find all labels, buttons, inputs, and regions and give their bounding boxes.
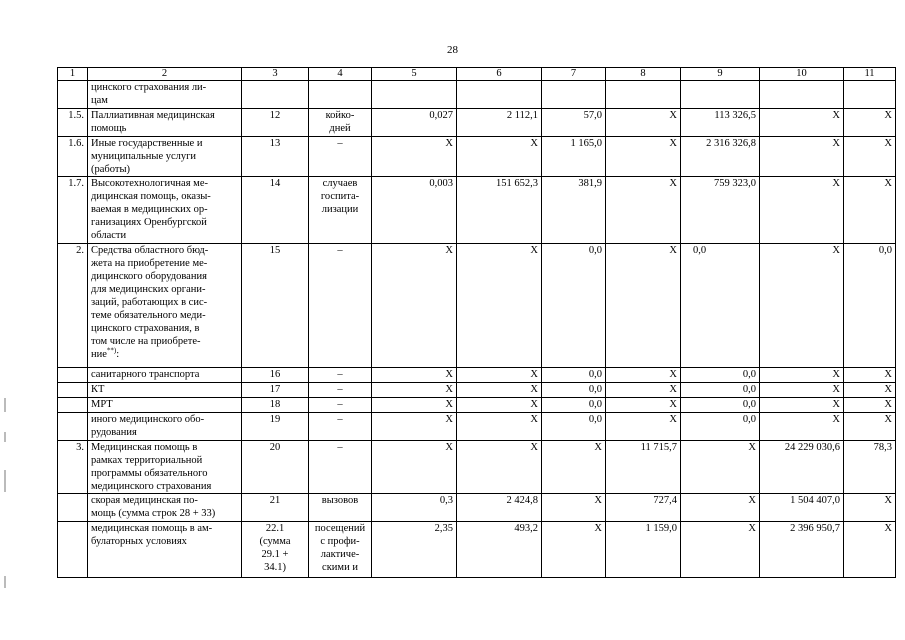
unit: – xyxy=(309,441,372,494)
col10-value: Х xyxy=(760,368,844,383)
line-code: 18 xyxy=(242,398,309,413)
row-number xyxy=(58,368,88,383)
unit: вызовов xyxy=(309,494,372,522)
row-label: Паллиативная медицинская помощь xyxy=(88,109,242,137)
col7-value: 57,0 xyxy=(542,109,606,137)
col6-value: Х xyxy=(457,413,542,441)
column-number: 10 xyxy=(760,68,844,81)
line-code: 17 xyxy=(242,383,309,398)
column-number-row xyxy=(58,68,896,81)
continuation-row xyxy=(58,81,896,109)
table-row xyxy=(58,177,896,244)
empty-cell xyxy=(542,81,606,109)
col9-value: 0,0 xyxy=(681,413,760,441)
col8-value: 11 715,7 xyxy=(606,441,681,494)
col10-value: Х xyxy=(760,383,844,398)
page-number: 28 xyxy=(447,44,458,56)
col5-value: Х xyxy=(372,441,457,494)
empty-cell xyxy=(242,81,309,109)
row-number xyxy=(58,383,88,398)
col8-value: 1 159,0 xyxy=(606,522,681,578)
col10-value: Х xyxy=(760,137,844,177)
col7-value: 381,9 xyxy=(542,177,606,244)
unit: случаев госпита- лизации xyxy=(309,177,372,244)
unit: – xyxy=(309,137,372,177)
col8-value: Х xyxy=(606,413,681,441)
row-label: медицинская помощь в ам- булаторных условиях xyxy=(88,522,242,578)
col10-value: Х xyxy=(760,177,844,244)
col9-value: 0,0 xyxy=(681,398,760,413)
table-row xyxy=(58,109,896,137)
col11-value: 0,0 xyxy=(844,244,896,368)
unit: – xyxy=(309,368,372,383)
col10-value: Х xyxy=(760,413,844,441)
empty-cell xyxy=(760,81,844,109)
col7-value: 0,0 xyxy=(542,398,606,413)
col6-value: 151 652,3 xyxy=(457,177,542,244)
col11-value: Х xyxy=(844,398,896,413)
col9-value: 0,0 xyxy=(681,244,760,368)
column-number: 5 xyxy=(372,68,457,81)
col5-value: 0,3 xyxy=(372,494,457,522)
col7-value: 0,0 xyxy=(542,383,606,398)
col11-value: Х xyxy=(844,368,896,383)
col7-value: Х xyxy=(542,494,606,522)
col5-value: 2,35 xyxy=(372,522,457,578)
col9-value: 2 316 326,8 xyxy=(681,137,760,177)
line-code: 13 xyxy=(242,137,309,177)
col8-value: Х xyxy=(606,109,681,137)
col9-value: Х xyxy=(681,522,760,578)
col5-value: 0,003 xyxy=(372,177,457,244)
col9-value: Х xyxy=(681,494,760,522)
col10-value: 1 504 407,0 xyxy=(760,494,844,522)
col7-value: 0,0 xyxy=(542,244,606,368)
unit: – xyxy=(309,244,372,368)
col11-value: Х xyxy=(844,109,896,137)
col9-value: 0,0 xyxy=(681,368,760,383)
row-label: КТ xyxy=(88,383,242,398)
table-row xyxy=(58,137,896,177)
empty-cell xyxy=(844,81,896,109)
row-label: Иные государственные и муниципальные услуги (работы) xyxy=(88,137,242,177)
row-label: Средства областного бюд- жета на приобретение ме- дицинского оборудования для медицинских органи- заций, работающих в сис- теме обязательного меди- цинского страхования, в том числе на приобрете- ние**): xyxy=(88,244,242,368)
col10-value: 2 396 950,7 xyxy=(760,522,844,578)
row-number xyxy=(58,413,88,441)
col11-value: Х xyxy=(844,383,896,398)
unit: посещений с профи- лактиче- скими и xyxy=(309,522,372,578)
col9-value: 759 323,0 xyxy=(681,177,760,244)
col8-value: Х xyxy=(606,244,681,368)
row-label: санитарного транспорта xyxy=(88,368,242,383)
column-number: 6 xyxy=(457,68,542,81)
col10-value: Х xyxy=(760,398,844,413)
col5-value: Х xyxy=(372,244,457,368)
col7-value: 0,0 xyxy=(542,413,606,441)
col5-value: Х xyxy=(372,137,457,177)
row-number xyxy=(58,494,88,522)
column-number: 1 xyxy=(58,68,88,81)
empty-cell xyxy=(606,81,681,109)
scan-edge-mark xyxy=(4,576,6,588)
col8-value: Х xyxy=(606,398,681,413)
unit: – xyxy=(309,383,372,398)
line-code: 14 xyxy=(242,177,309,244)
line-code: 16 xyxy=(242,368,309,383)
column-number: 4 xyxy=(309,68,372,81)
column-number: 2 xyxy=(88,68,242,81)
row-label: Медицинская помощь в рамках территориальной программы обязательного медицинского страхования xyxy=(88,441,242,494)
col5-value: Х xyxy=(372,368,457,383)
footnote-marker: **) xyxy=(106,346,117,355)
table-row xyxy=(58,383,896,398)
col11-value: Х xyxy=(844,522,896,578)
col8-value: Х xyxy=(606,383,681,398)
unit: – xyxy=(309,413,372,441)
scan-edge-mark xyxy=(4,398,6,412)
empty-cell xyxy=(681,81,760,109)
empty-cell xyxy=(58,81,88,109)
row-number xyxy=(58,398,88,413)
col6-value: Х xyxy=(457,383,542,398)
column-number: 8 xyxy=(606,68,681,81)
row-label: Высокотехнологичная ме- дицинская помощь, оказы- ваемая в медицинских ор- ганизациях Оренбургской области xyxy=(88,177,242,244)
column-number: 7 xyxy=(542,68,606,81)
col11-value: Х xyxy=(844,413,896,441)
col5-value: Х xyxy=(372,413,457,441)
col9-value: 113 326,5 xyxy=(681,109,760,137)
col7-value: 0,0 xyxy=(542,368,606,383)
col9-value: 0,0 xyxy=(681,383,760,398)
col5-value: Х xyxy=(372,383,457,398)
row-number: 2. xyxy=(58,244,88,368)
table-row xyxy=(58,368,896,383)
col6-value: Х xyxy=(457,137,542,177)
row-number: 3. xyxy=(58,441,88,494)
row-label: МРТ xyxy=(88,398,242,413)
line-code: 12 xyxy=(242,109,309,137)
empty-cell xyxy=(309,81,372,109)
row-label: иного медицинского обо- рудования xyxy=(88,413,242,441)
col11-value: Х xyxy=(844,137,896,177)
table-row xyxy=(58,244,896,368)
column-number: 3 xyxy=(242,68,309,81)
table-row xyxy=(58,522,896,578)
col8-value: 727,4 xyxy=(606,494,681,522)
col11-value: Х xyxy=(844,494,896,522)
col10-value: Х xyxy=(760,109,844,137)
col6-value: 2 424,8 xyxy=(457,494,542,522)
col6-value: 493,2 xyxy=(457,522,542,578)
line-code: 15 xyxy=(242,244,309,368)
row-number: 1.6. xyxy=(58,137,88,177)
col10-value: 24 229 030,6 xyxy=(760,441,844,494)
column-number: 11 xyxy=(844,68,896,81)
line-code: 21 xyxy=(242,494,309,522)
row-number: 1.7. xyxy=(58,177,88,244)
col7-value: Х xyxy=(542,441,606,494)
column-number: 9 xyxy=(681,68,760,81)
col8-value: Х xyxy=(606,137,681,177)
col9-value: Х xyxy=(681,441,760,494)
col11-value: 78,3 xyxy=(844,441,896,494)
scan-edge-mark xyxy=(4,470,6,492)
col11-value: Х xyxy=(844,177,896,244)
table-row xyxy=(58,441,896,494)
empty-cell xyxy=(457,81,542,109)
col6-value: Х xyxy=(457,398,542,413)
data-table xyxy=(57,67,896,578)
row-number xyxy=(58,522,88,578)
col6-value: Х xyxy=(457,244,542,368)
col6-value: Х xyxy=(457,368,542,383)
col8-value: Х xyxy=(606,177,681,244)
line-code: 19 xyxy=(242,413,309,441)
table-row xyxy=(58,398,896,413)
unit: койко- дней xyxy=(309,109,372,137)
unit: – xyxy=(309,398,372,413)
row-number: 1.5. xyxy=(58,109,88,137)
line-code: 22.1 (сумма 29.1 + 34.1) xyxy=(242,522,309,578)
col7-value: 1 165,0 xyxy=(542,137,606,177)
scan-edge-mark xyxy=(4,432,6,442)
col8-value: Х xyxy=(606,368,681,383)
col6-value: 2 112,1 xyxy=(457,109,542,137)
continuation-text: цинского страхования ли- цам xyxy=(88,81,242,109)
empty-cell xyxy=(372,81,457,109)
line-code: 20 xyxy=(242,441,309,494)
col6-value: Х xyxy=(457,441,542,494)
col5-value: 0,027 xyxy=(372,109,457,137)
col7-value: Х xyxy=(542,522,606,578)
col10-value: Х xyxy=(760,244,844,368)
row-label: скорая медицинская по- мощь (сумма строк 28 + 33) xyxy=(88,494,242,522)
col5-value: Х xyxy=(372,398,457,413)
table-row xyxy=(58,494,896,522)
table-row xyxy=(58,413,896,441)
